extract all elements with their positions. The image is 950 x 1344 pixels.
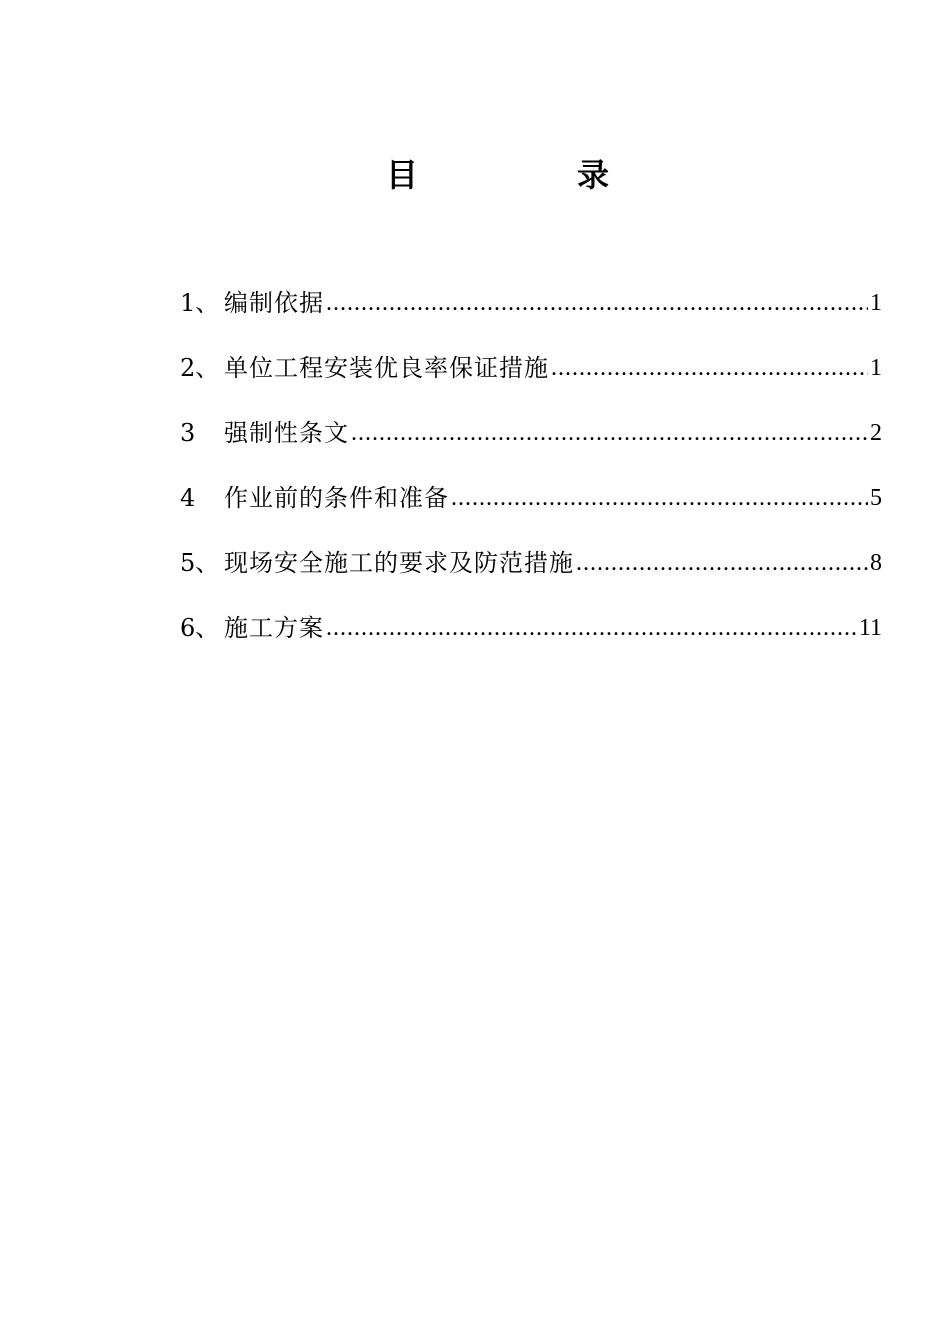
toc-entry-number: 1、 bbox=[180, 288, 220, 317]
toc-entry-number: 3 bbox=[180, 418, 196, 447]
toc-entry-page: 8 bbox=[870, 549, 882, 576]
toc-dot-leader bbox=[351, 411, 868, 455]
toc-entry-number: 6、 bbox=[180, 613, 220, 642]
toc-entry-label: 现场安全施工的要求及防范措施 bbox=[224, 548, 574, 577]
toc-entry-number: 4 bbox=[180, 483, 196, 512]
toc-entry-label: 强制性条文 bbox=[224, 418, 349, 447]
toc-dot-leader bbox=[451, 476, 868, 520]
toc-entry-page: 5 bbox=[870, 484, 882, 511]
toc-list bbox=[180, 270, 882, 660]
toc-title-char-2: 录 bbox=[577, 156, 610, 194]
toc-dot-leader bbox=[576, 541, 868, 585]
toc-entry-3[interactable] bbox=[180, 400, 882, 465]
toc-entry-page: 2 bbox=[870, 419, 882, 446]
toc-entry-number: 5、 bbox=[180, 548, 220, 577]
toc-entry-label: 施工方案 bbox=[224, 613, 324, 642]
toc-entry-label: 编制依据 bbox=[224, 288, 324, 317]
toc-entry-2[interactable] bbox=[180, 335, 882, 400]
toc-entry-label: 作业前的条件和准备 bbox=[224, 483, 449, 512]
toc-entry-page: 11 bbox=[858, 614, 882, 641]
toc-entry-number: 2、 bbox=[180, 353, 220, 382]
toc-dot-leader bbox=[551, 346, 868, 390]
toc-title bbox=[0, 150, 950, 200]
toc-entry-page: 1 bbox=[870, 354, 882, 381]
toc-dot-leader bbox=[326, 606, 857, 650]
toc-entry-1[interactable] bbox=[180, 270, 882, 335]
toc-entry-label: 单位工程安装优良率保证措施 bbox=[224, 353, 549, 382]
toc-entry-page: 1 bbox=[870, 289, 882, 316]
toc-title-char-1: 目 bbox=[386, 156, 419, 194]
toc-entry-6[interactable] bbox=[180, 595, 882, 660]
toc-dot-leader bbox=[326, 281, 868, 325]
toc-entry-5[interactable] bbox=[180, 530, 882, 595]
toc-entry-4[interactable] bbox=[180, 465, 882, 530]
